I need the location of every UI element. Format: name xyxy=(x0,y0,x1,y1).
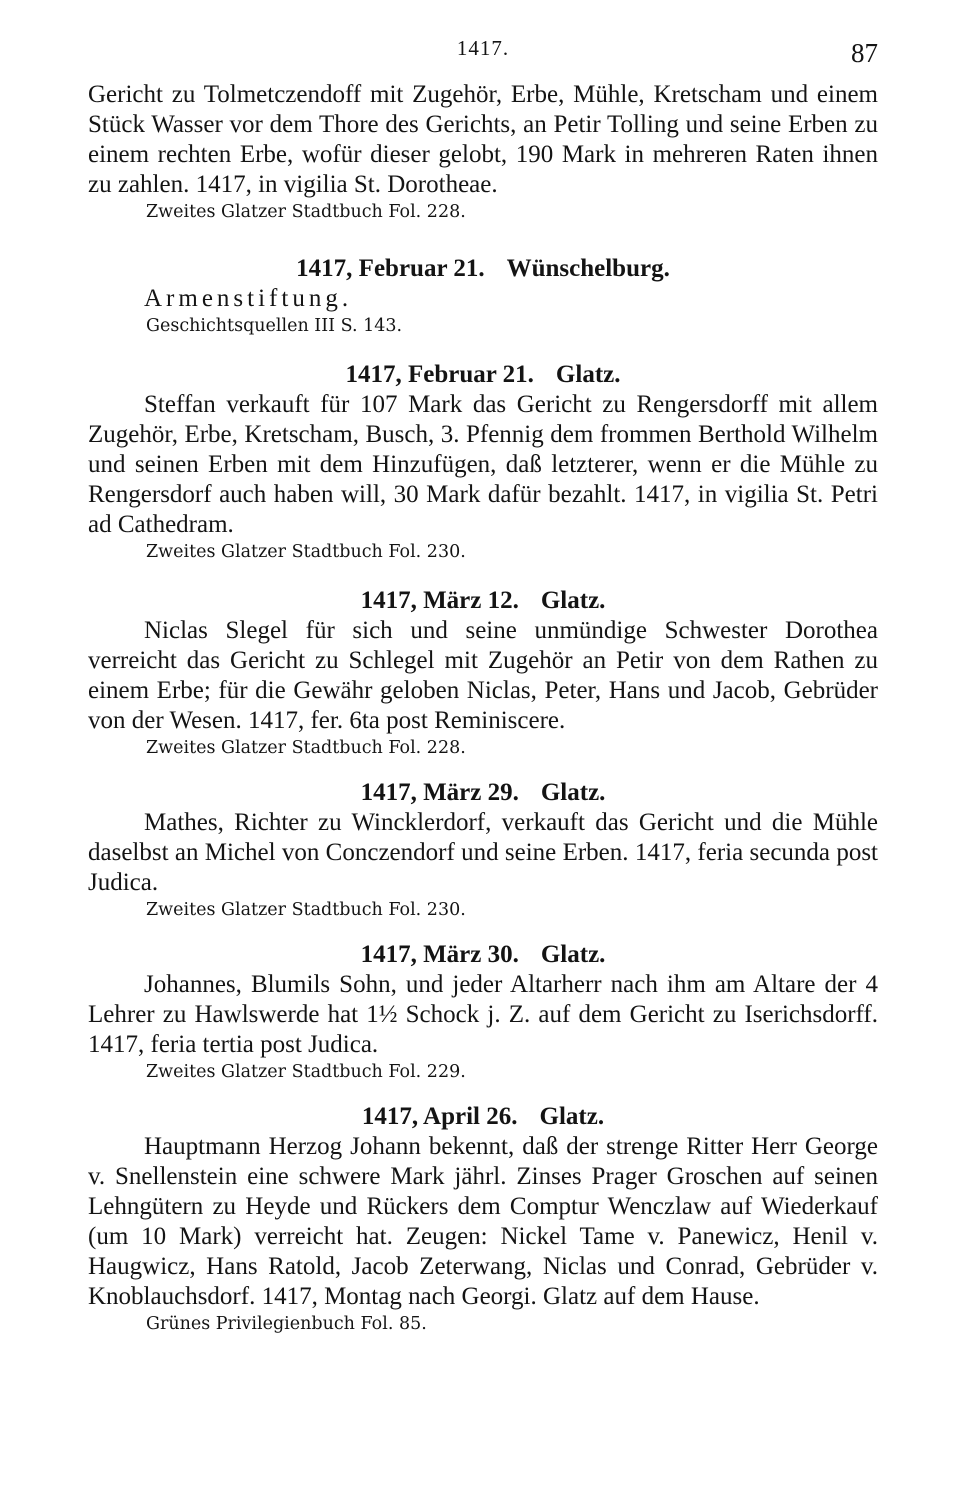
entry-date: 1417, März 29. xyxy=(360,779,519,806)
entry-date: 1417, Februar 21. xyxy=(296,255,485,282)
entry-heading xyxy=(88,940,878,970)
entry-source: Zweites Glatzer Stadtbuch Fol. 229. xyxy=(146,1062,466,1082)
entry-text: Gericht zu Tolmetczendoff mit Zugehör, Erbe, Mühle, Kretscham und einem Stück Wasser vor dem Thore des Gerichts, an Petir Tolling und seine Erben zu einem rechten Erbe, wofür dieser gelobt, 190 Mark in mehreren Raten ihnen zu zahlen. 1417, in vigilia St. Dorotheae. xyxy=(88,81,878,198)
entry-wuenschelburg xyxy=(88,254,878,338)
entry-source: Grünes Privilegienbuch Fol. 85. xyxy=(146,1314,427,1334)
entry-source: Zweites Glatzer Stadtbuch Fol. 230. xyxy=(146,542,466,562)
entry-heading xyxy=(88,1102,878,1132)
entry-snellenstein xyxy=(88,1102,878,1336)
entry-text: Mathes, Richter zu Wincklerdorf, verkauft das Gericht und die Mühle daselbst an Michel von Conczendorf und seine Erben. 1417, feria secunda post Judica. xyxy=(88,809,878,896)
entry-text: Steffan verkauft für 107 Mark das Gericht zu Rengersdorff mit allem Zugehör, Erbe, Kretscham, Busch, 3. Pfennig dem frommen Berthold Wilhelm und seinen Erben mit dem Hinzufügen, daß letzterer, wenn er die Mühle zu Rengersdorf auch haben will, 30 Mark dafür bezahlt. 1417, in vigilia St. Petri ad Cathedram. xyxy=(88,391,878,538)
entry-heading xyxy=(88,254,878,284)
entry-rengersdorff xyxy=(88,360,878,564)
entry-text: Johannes, Blumils Sohn, und jeder Altarherr nach ihm am Altare der 4 Lehrer zu Hawlswerde hat 1½ Schock j. Z. auf dem Gericht zu Iserichsdorff. 1417, feria tertia post Judica. xyxy=(88,971,878,1058)
entry-place: Glatz. xyxy=(555,361,621,388)
entry-source: Zweites Glatzer Stadtbuch Fol. 230. xyxy=(146,900,466,920)
continued-entry xyxy=(88,80,878,224)
entry-source: Geschichtsquellen III S. 143. xyxy=(146,316,403,336)
entry-date: 1417, März 12. xyxy=(360,587,519,614)
entry-place: Glatz. xyxy=(540,587,606,614)
page-number: 87 xyxy=(851,38,878,68)
entry-heading xyxy=(88,586,878,616)
entry-wincklerdorf xyxy=(88,778,878,922)
entry-text: Niclas Slegel für sich und seine unmündige Schwester Dorothea verreicht das Gericht zu Schlegel mit Zugehör an Petir von dem Rathen zu einem Erbe; für die Gewähr geloben Niclas, Peter, Hans und Jacob, Gebrüder von der Wesen. 1417, fer. 6ta post Reminiscere. xyxy=(88,617,878,734)
entry-date: 1417, Februar 21. xyxy=(345,361,534,388)
entry-date: 1417, April 26. xyxy=(361,1103,518,1130)
entry-source: Zweites Glatzer Stadtbuch Fol. 228. xyxy=(146,202,466,222)
entry-heading xyxy=(88,360,878,390)
running-head-year: 1417. xyxy=(456,36,510,60)
entry-place: Wünschelburg. xyxy=(506,255,670,282)
entry-source: Zweites Glatzer Stadtbuch Fol. 228. xyxy=(146,738,466,758)
entry-schlegel xyxy=(88,586,878,760)
entry-text: Hauptmann Herzog Johann bekennt, daß der strenge Ritter Herr George v. Snellenstein eine schwere Mark jährl. Zinses Prager Groschen auf seinen Lehngütern zu Heyde und Rückers dem Comptur Wenczlaw auf Wiederkauf (um 10 Mark) verreicht hat. Zeugen: Nickel Tame v. Panewicz, Henil v. Haugwicz, Hans Ratold, Jacob Zeterwang, Niclas und Conrad, Gebrüder v. Knoblauchsdorf. 1417, Montag nach Georgi. Glatz auf dem Hause. xyxy=(88,1133,878,1310)
page-header xyxy=(88,30,878,80)
entry-heading xyxy=(88,778,878,808)
entry-hawlswerde xyxy=(88,940,878,1084)
entry-place: Glatz. xyxy=(540,941,606,968)
entry-date: 1417, März 30. xyxy=(360,941,519,968)
entry-place: Glatz. xyxy=(540,779,606,806)
entry-text: Armenstiftung. xyxy=(144,285,353,312)
document-page xyxy=(88,30,878,1336)
entry-place: Glatz. xyxy=(539,1103,605,1130)
